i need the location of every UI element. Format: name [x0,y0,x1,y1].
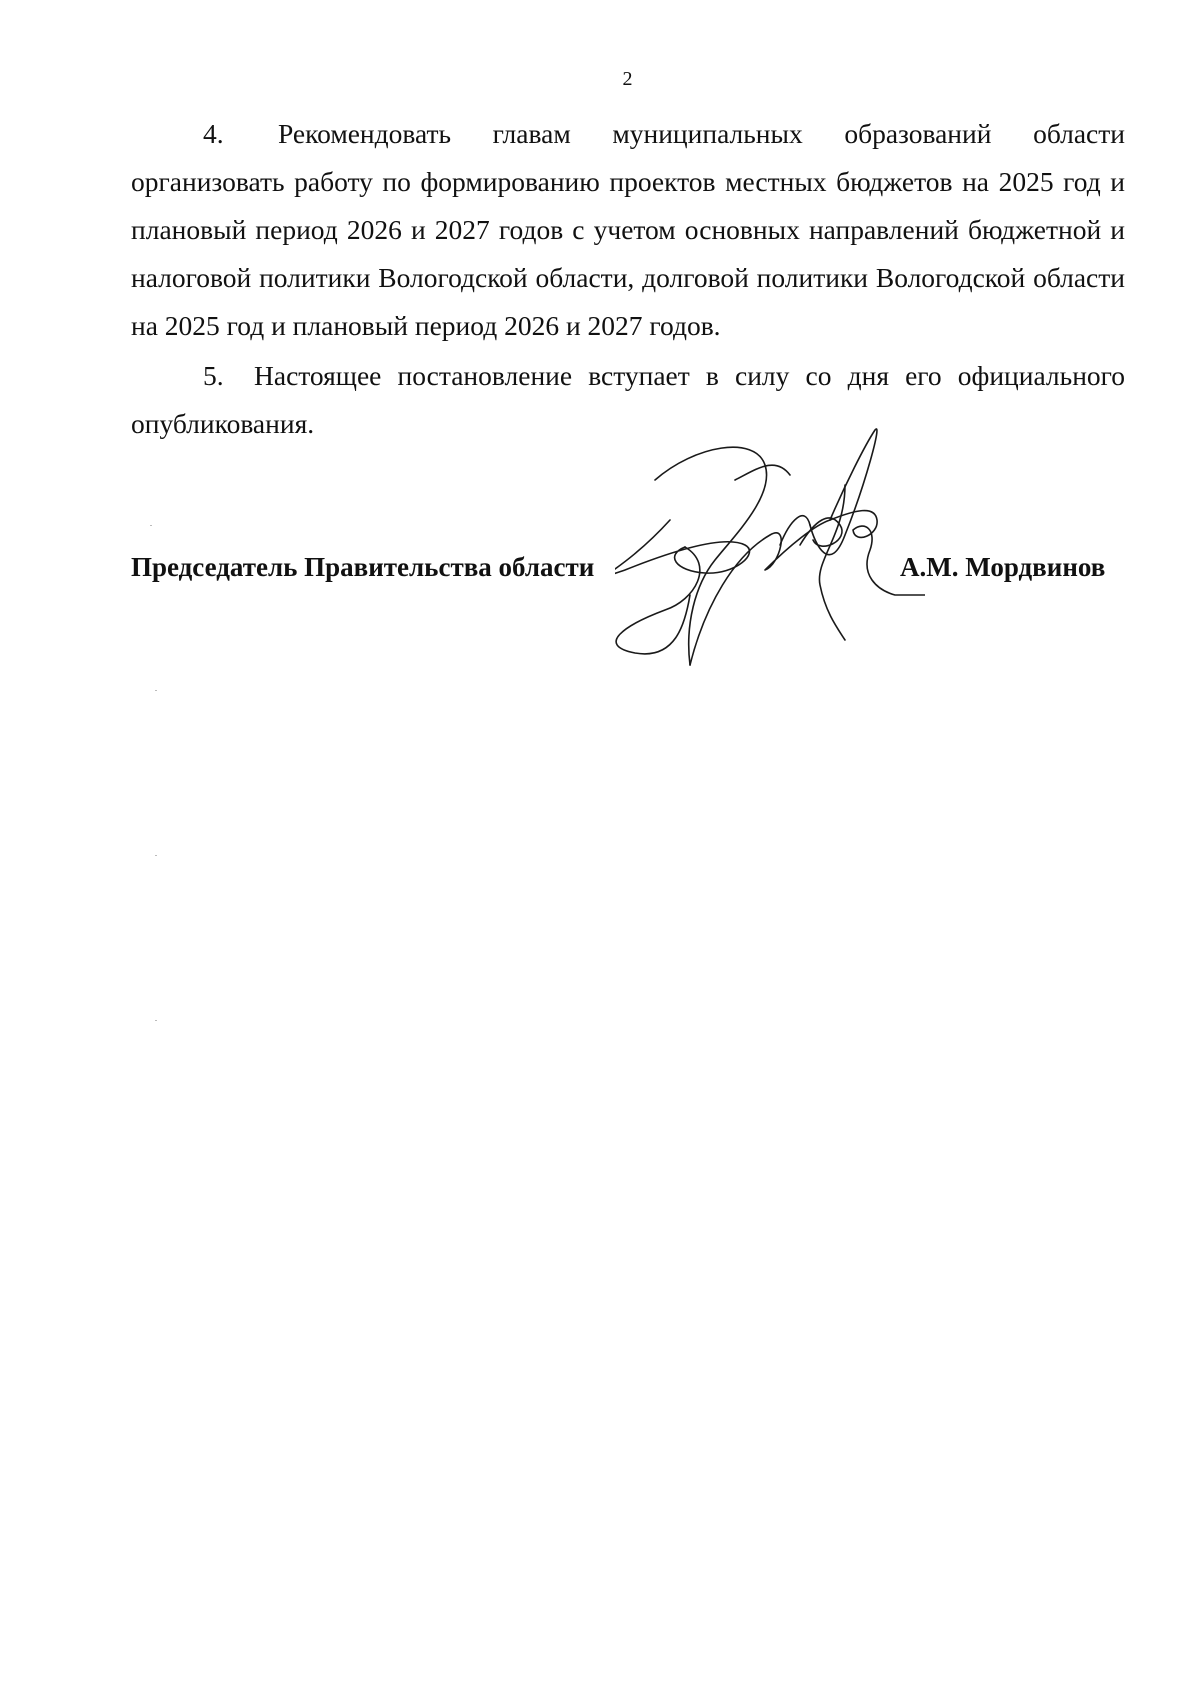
handwritten-signature [615,425,925,670]
document-body [131,110,1125,450]
scan-artifact [150,525,152,526]
paragraph-text: Настоящее постановление вступает в силу со дня его официального опубликования. [131,360,1125,439]
paragraph-4 [131,110,1125,350]
paragraph-text: Рекомендовать главам муниципальных образований области организовать работу по формированию проектов местных бюджетов на 2025 год и плановый период 2026 и 2027 годов с учетом основных направлений бюджетной и налоговой политики Вологодской области, долговой политики Вологодской области на 2025 год и плановый период 2026 и 2027 годов. [131,118,1125,341]
scan-artifact [155,690,157,691]
paragraph-number: 4. [203,118,224,149]
page-number: 2 [622,68,633,90]
signatory-name: А.М. Мордвинов [900,552,1106,582]
scan-artifact [155,1020,157,1021]
paragraph-number: 5. [203,360,224,391]
scan-artifact [155,855,157,856]
signatory-title: Председатель Правительства области [131,552,595,582]
